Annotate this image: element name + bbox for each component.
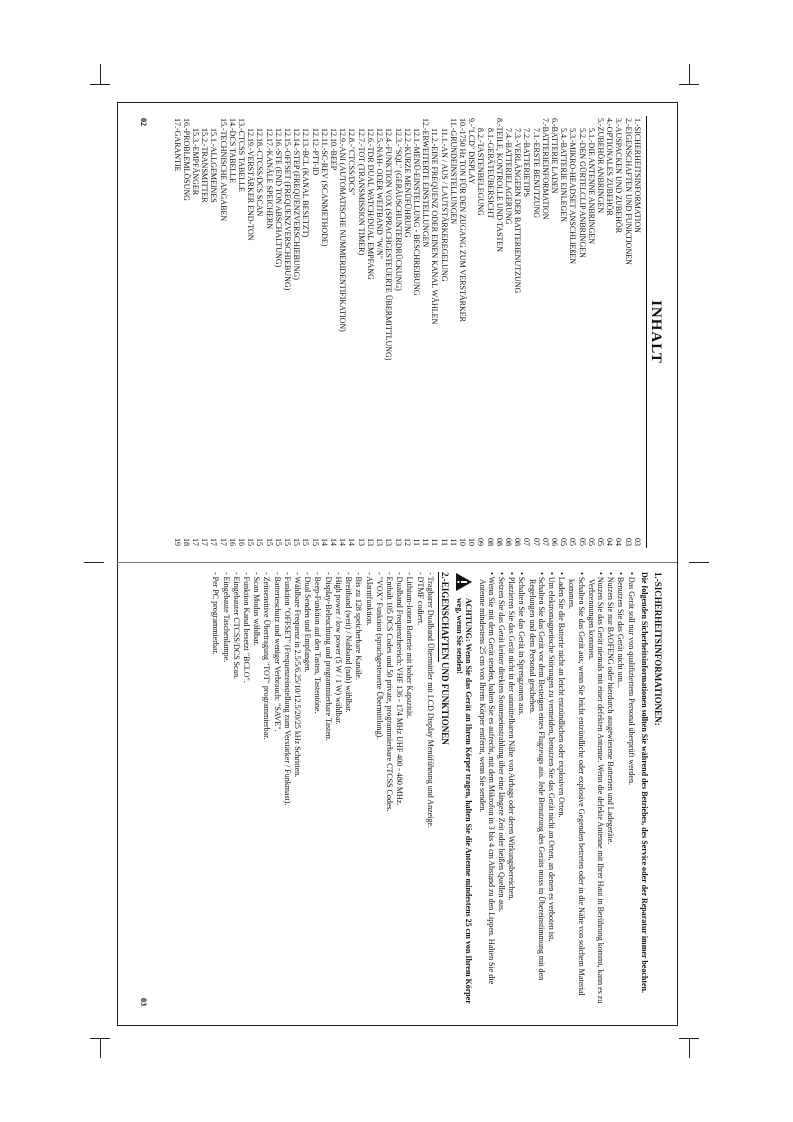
features-underline [438, 572, 439, 662]
feature-item: - Dual Senden und Empfangen. [303, 572, 313, 673]
toc-entry-page: 16 [237, 538, 247, 546]
toc-entry-page: 04 [614, 538, 624, 546]
safety-bullet-text: Nutzen Sie das Gerät niemals mit einer defekten Antenne. Wenn die defekte Antenne mit Ihrer Haut in Berührung kommt, kann es zu Verbrennungen kommen. [586, 576, 605, 1004]
toc-entry [320, 118, 329, 546]
crop-mark [689, 562, 709, 563]
bullet-icon: • [616, 572, 626, 577]
toc-entry [421, 118, 430, 546]
toc-entry-text: 11.2.-EINE FREQUENZ ODER EINEN KANAL WÄHLEN [430, 128, 440, 325]
toc-entry-text: 5.2.-DEN GÜRTELCLIP ANBRINGEN [577, 128, 587, 258]
crop-mark [100, 1038, 101, 1058]
toc-entry-text: 12.4.-FUNKTION VOX (SPRACHGESTEUERTE ÜBERMITTLUNG) [384, 128, 394, 361]
safety-intro: Die folgenden Sicherheitsinformationen sollten Sie während des Betriebes, des Service oder der Reparatur immer beachten. [639, 572, 649, 993]
toc-entry-page: 05 [595, 538, 605, 546]
toc-entry [384, 118, 393, 546]
feature-item: - Eingebauter CTCSS/DCS Scan. [231, 572, 241, 680]
toc-entry-text: 5.4.-BATTERIE EINLEGEN [559, 128, 569, 222]
toc-entry-page: 07 [522, 538, 532, 546]
bullet-icon: • [496, 572, 506, 577]
toc-entry-page: 08 [503, 538, 513, 546]
toc-entry [412, 118, 421, 546]
toc-entry-page: 11 [439, 538, 449, 546]
warning-text: ACHTUNG: Wenn Sie das Gerät an Ihrem Körper tragen, halten Sie die Antenne mindestens 25 cm von Ihrem Körper weg, wenn Sie senden! [455, 598, 474, 1004]
toc-entry-page: 15 [264, 538, 274, 546]
feature-item: - Tragbarer Dualband Übermittler mit LCD Display Menüführung und Anzeige. [425, 572, 435, 828]
toc-entry-page: 14 [338, 538, 348, 546]
feature-item: - Alarmfunktion. [364, 572, 374, 626]
toc-entry-text: 10.-1750 Hz TON FÜR DEN ZUGANG ZUM VERSTÄRKER [457, 118, 467, 323]
toc-entry [633, 118, 642, 546]
toc-entry-page: 13 [384, 538, 394, 546]
toc-entry-page: 16 [227, 538, 237, 546]
safety-bullet-text: Um elektromagnetische Störungen zu vermeiden, benutzen Sie das Gerät nicht an Orten, an denen es verboten ist. [546, 576, 556, 942]
toc-entry-text: 15.1.-ALLGEMEINES [209, 128, 219, 203]
toc-entry [430, 118, 439, 546]
toc-entry-page: 07 [531, 538, 541, 546]
toc-entry-text: 12.19.-VERSTÄRKER END-TON [246, 128, 256, 241]
feature-item: - Breitband (weit) / Nahband (nah) wählbar. [344, 572, 354, 713]
toc-entry-page: 09 [476, 538, 486, 546]
bullet-icon: • [536, 572, 546, 577]
toc-entry-text: 12.1.-MENÜ-EINSTELLUNG - BESCHREIBUNG [411, 128, 421, 296]
toc-entry [338, 118, 347, 546]
bullet-icon: • [557, 572, 567, 577]
toc-entry-text: 7.-BATTERIEINFORMATION [540, 118, 550, 220]
toc-entry-text: 6.-BATTERIE LADEN [549, 118, 559, 194]
toc-entry-text: 7.3.-VERLÄNGERN DER BATTERIENUTZUNG [513, 128, 523, 294]
toc-entry-page: 11 [448, 538, 458, 546]
toc-entry [495, 118, 504, 546]
warning-box [455, 572, 473, 1012]
toc-entry-page: 03 [632, 538, 642, 546]
toc-entry-page: 15 [292, 538, 302, 546]
bullet-icon: • [486, 572, 496, 577]
toc-entry-page: 17 [200, 538, 210, 546]
toc-entry [200, 118, 209, 546]
crop-mark [679, 84, 699, 85]
info-page [137, 572, 662, 1012]
feature-item: - Zeitsensitive Übertragung "TOT" programmierbar. [262, 572, 272, 740]
safety-bullet-text: Das Gerät soll nur von qualifiziertem Personal überprüft werden. [626, 576, 636, 785]
toc-entry-page: 15 [246, 538, 256, 546]
toc-entry-page: 08 [485, 538, 495, 546]
toc-entry-text: 8.-TEILE, KONTROLLE UND TASTEN [494, 118, 504, 253]
feature-item: - Funktion Kanal besetzt "BCLO". [242, 572, 252, 683]
toc-entry-page: 05 [586, 538, 596, 546]
toc-entry-page: 13 [365, 538, 375, 546]
toc-list [172, 112, 641, 552]
toc-entry-text: 12.2.-KURZE MENÜFÜHRUNG [402, 128, 412, 238]
toc-entry [559, 118, 568, 546]
toc-entry-page: 15 [301, 538, 311, 546]
toc-entry [218, 118, 227, 546]
toc-entry-text: 12.7.-TOT (TRANSMISSION TIMER) [356, 128, 366, 256]
toc-entry-text: 14.-DCS TABELLE [227, 118, 237, 183]
toc-entry [485, 118, 494, 546]
toc-entry [228, 118, 237, 546]
toc-entry [274, 118, 283, 546]
safety-bullet [497, 572, 506, 1012]
crop-mark [90, 1038, 110, 1039]
toc-entry-text: 12.13.-BCL (KANAL BESETZT) [301, 128, 311, 238]
toc-entry-page: 05 [577, 538, 587, 546]
toc-entry [375, 118, 384, 546]
toc-entry-text: 5.1.-DIE ANTENNE ANBRINGEN [586, 128, 596, 244]
toc-title: INHALT [648, 300, 664, 364]
toc-entry [264, 118, 273, 546]
toc-entry [357, 118, 366, 546]
feature-item: - Batterieschutz und weniger Verbrauch: "SAVE". [272, 572, 282, 732]
toc-entry-page: 15 [283, 538, 293, 546]
toc-entry [587, 118, 596, 546]
toc-entry [522, 118, 531, 546]
feature-item: - DTMF codiert. [415, 572, 425, 626]
toc-entry-text: 9.-"LCD" DISPLAY [467, 118, 477, 185]
toc-entry-text: 7.2.-BATTERIETIPS [522, 128, 532, 197]
toc-entry-text: 16.-PROBLEMLÖSUNG [181, 118, 191, 201]
safety-bullet [587, 572, 605, 1012]
feature-item: - Beep-Funktion auf den Tasten, Tastentöne. [313, 572, 323, 714]
page-number: 03 [139, 998, 149, 1006]
feature-item: - Scan Modus wählbar. [252, 572, 262, 646]
toc-entry-text: 7.4.-BATTERIELAGERUNG [503, 128, 513, 225]
toc-entry [541, 118, 550, 546]
toc-entry-text: 15.2.-TRANSMITTER [200, 128, 210, 203]
toc-entry-text: 5.3.-MIKRO-HEADSET ANSCHLIEßEN [568, 128, 578, 265]
feature-item: - Wählbare Frequenz in 2.5/5/6.25/10/12.5/20/25 kHz Schritten. [293, 572, 303, 778]
safety-bullet [626, 572, 635, 1012]
toc-entry-page: 17 [209, 538, 219, 546]
safety-bullet [616, 572, 625, 1012]
toc-entry [568, 118, 577, 546]
toc-entry-page: 13 [375, 538, 385, 546]
features-title: 2.-EIGENSCHAFTEN UND FUNKTIONEN [439, 572, 450, 745]
feature-item: - Eingebaute Taschenlampe. [221, 572, 231, 663]
toc-entry [172, 118, 181, 546]
bullet-icon: • [595, 572, 605, 577]
safety-bullet-text: Setzen Sie das Gerät keiner direkten Sonneneinstrahlung über eine längere Zeit oder heißen Quellen aus. [496, 576, 506, 913]
toc-entry [301, 118, 310, 546]
toc-entry-page: 03 [623, 538, 633, 546]
safety-bullet [527, 572, 545, 1012]
toc-entry [513, 118, 522, 546]
toc-entry-page: 05 [568, 538, 578, 546]
bullet-icon: • [626, 572, 636, 577]
toc-entry [467, 118, 476, 546]
toc-entry-page: 07 [540, 538, 550, 546]
toc-entry-text: 4.-OPTIONALES ZUBEHÖR [605, 118, 615, 216]
toc-entry-page: 11 [430, 538, 440, 546]
toc-entry-page: 11 [421, 538, 431, 546]
safety-bullet-text: Schalten Sie das Gerät aus, wenn Sie leicht entzündliche oder explosive Gegenden betreten oder in die Nähe von solchem Material kommen. [567, 576, 586, 996]
toc-entry-page: 05 [559, 538, 569, 546]
toc-entry-page: 14 [329, 538, 339, 546]
safety-bullet [507, 572, 516, 1012]
toc-entry-page: 15 [273, 538, 283, 546]
page-number: 02 [139, 118, 149, 126]
crop-mark [100, 64, 101, 84]
feature-item: - Dualband Frequenzbereich: VHF 136 - 174 MHz UHF 400 - 480 MHz. [395, 572, 405, 806]
crop-mark [90, 84, 110, 85]
toc-entry-text: 7.1.-ERSTE BENUTZUNG [531, 128, 541, 218]
toc-entry-page: 15 [310, 538, 320, 546]
toc-entry-text: 12.17.-KANÄLE SPEICHERN [264, 128, 274, 230]
toc-entry-text: 12.6.-TDR DUAL WATCH/DUAL EMPFANG [365, 128, 375, 280]
toc-entry [596, 118, 605, 546]
toc-entry-text: 3.-AUSPACKEN UND ZUBEHÖR [614, 118, 624, 234]
toc-entry-text: 15.3.-EMPFÄNGER [191, 128, 201, 196]
toc-entry-text: 8.2.-TASTENBELEGUNG [476, 128, 486, 216]
toc-entry-text: 17.-GARANTIE [172, 118, 182, 172]
toc-entry-page: 04 [605, 538, 615, 546]
toc-entry [577, 118, 586, 546]
toc-entry-page: 06 [549, 538, 559, 546]
safety-bullet-text: Laden Sie die Batterie nicht an leicht entzündlichen oder explosiven Orten. [557, 576, 567, 818]
toc-entry-page: 17 [191, 538, 201, 546]
bullet-icon: • [546, 572, 556, 577]
toc-entry-page: 14 [319, 538, 329, 546]
bullet-icon: • [576, 572, 586, 577]
toc-entry-text: 12.8.-"CTCSS/DCS" [347, 128, 357, 196]
toc-entry [403, 118, 412, 546]
toc-entry [366, 118, 375, 546]
toc-entry-text: 5.-ZUBEHÖR ANBRINGEN [595, 118, 605, 214]
toc-entry-text: 12.18.-CTCSS/DCS SCAN [255, 128, 265, 217]
toc-entry-page: 15 [255, 538, 265, 546]
safety-bullet [606, 572, 615, 1012]
toc-entry-page: 13 [356, 538, 366, 546]
toc-entry [237, 118, 246, 546]
toc-entry-text: 11.1.-AN / AUS / LAUTSTÄRKEREGELUNG [439, 128, 449, 282]
toc-entry [347, 118, 356, 546]
toc-entry [449, 118, 458, 546]
safety-bullet-text: Platzieren Sie das Gerät nicht in der unmittelbaren Nähe von Airbags oder deren Wirkungsbereichen. [507, 576, 517, 901]
toc-entry [550, 118, 559, 546]
feature-item: - Display-Beleuchtung und programmierbare Tasten. [323, 572, 333, 741]
toc-entry-text: 12.10.-BEEP [329, 128, 339, 171]
page-divider [117, 562, 677, 563]
toc-entry-page: 10 [467, 538, 477, 546]
toc-entry [255, 118, 264, 546]
toc-entry-page: 13 [393, 538, 403, 546]
features-list [211, 572, 434, 1012]
toc-entry-page: 17 [218, 538, 228, 546]
toc-entry-text: 11.-GRUNDEINSTELLUNGEN [448, 118, 458, 225]
crop-mark [679, 1038, 699, 1039]
toc-entry [605, 118, 614, 546]
toc-entry-text: 12.16.-STE (END TON ABSCHALTUNG) [273, 128, 283, 268]
safety-bullet [517, 572, 526, 1012]
toc-entry [458, 118, 467, 546]
toc-entry [182, 118, 191, 546]
toc-entry-text: 12.3.-"SQL" (GERÄUSCHUNTERDRÜCKUNG) [393, 128, 403, 291]
toc-entry [623, 118, 632, 546]
toc-entry [292, 118, 301, 546]
toc-entry-page: 08 [513, 538, 523, 546]
toc-entry-text: 1.-SICHERHEITSINFORMATION [632, 118, 642, 233]
toc-entry-text: 2.-EIGENSCHAFTEN UND FUNKTIONEN [623, 118, 633, 265]
safety-bullet-text: Nutzen Sie nur BAOFENG oder hierdurch ausgewiesene Batterien und Ladegeräte. [606, 576, 616, 845]
toc-entry [191, 118, 200, 546]
toc-entry-page: 14 [347, 538, 357, 546]
toc-entry [209, 118, 218, 546]
feature-item: - Funktion "OFFSET" (Frequenzeinstellung zum Verstärker / Funkmast). [282, 572, 292, 806]
toc-entry [329, 118, 338, 546]
toc-entry-page: 10 [457, 538, 467, 546]
toc-entry-text: 12.9.-ANI (AUTOMATISCHE NUMMERIDENTIFIKATION) [338, 128, 348, 332]
toc-entry-text: 8.1.-GERÄTEÜBERSICHT [485, 128, 495, 219]
toc-entry-text: 12.11.-SC-REV (SCANMETHODE) [319, 128, 329, 247]
toc-entry-page: 12 [402, 538, 412, 546]
toc-entry-text: 12.14.-STEP (FREQUENZVERSCHIEBUNG) [292, 128, 302, 280]
toc-entry [531, 118, 540, 546]
feature-item: - Enthält 105 DCS Codes und 50 private, programmierbare CTCSS Codes. [384, 572, 394, 812]
warning-icon [455, 572, 473, 592]
toc-entry [439, 118, 448, 546]
feature-item: - Per PC programmierbar. [211, 572, 221, 655]
feature-item: - Lithium-Ionen Batterie mit hoher Kapazität. [405, 572, 415, 719]
safety-bullet-text: Wenn Sie mit dem Gerät senden, halten Sie es aufrecht, mit dem Mikrofon in 3 bis 4 cm Abstand zu den Lippen. Halten Sie die Antenne mindestens 25 cm von Ihrem Körper entfernt, wenn Sie senden. [477, 576, 496, 985]
toc-entry-text: 15.-TECHNISCHE ANGABEN [218, 118, 228, 222]
bullet-icon: • [507, 572, 517, 577]
safety-bullet-text: Schalten Sie das Gerät in Sprengzonen aus. [517, 576, 527, 716]
toc-rule [646, 116, 647, 548]
toc-entry [246, 118, 255, 546]
feature-item: - High power / low power (5 W / 1 W) wählbar. [333, 572, 343, 725]
safety-bullet [547, 572, 556, 1012]
toc-entry-page: 19 [172, 538, 182, 546]
bullet-icon: • [517, 572, 527, 577]
safety-bullet [477, 572, 495, 1012]
toc-entry-page: 18 [181, 538, 191, 546]
toc-entry [310, 118, 319, 546]
bullet-icon: • [606, 572, 616, 577]
feature-item: - "VOX" Funktion (sprachgesteuerte Übermittlung). [374, 572, 384, 740]
safety-bullet-text: Schalten Sie das Gerät vor dem Besteigen eines Flugzeugs aus. Jede Benutzung des Geräts muss in Übereinstimmung mit den Regelungen und dem Personal geschehen. [527, 576, 546, 981]
toc-entry-text: 12.12.-PTT-ID [310, 128, 320, 176]
toc-entry [504, 118, 513, 546]
toc-entry-page: 08 [494, 538, 504, 546]
toc-entry [476, 118, 485, 546]
toc-entry-text: 13.-CTCSS TABELLE [237, 118, 247, 192]
toc-entry [283, 118, 292, 546]
crop-mark [689, 64, 690, 84]
safety-title: 1.-SICHERHEITSINFORMATIONEN: [653, 572, 663, 726]
crop-mark [84, 562, 104, 563]
crop-mark [689, 1038, 690, 1058]
safety-list [477, 572, 635, 1012]
toc-entry [393, 118, 402, 546]
toc-entry-page: 11 [411, 538, 421, 546]
safety-bullet-text: Benutzen Sie das Gerät nicht um... [616, 576, 626, 688]
toc-entry-text: 12.15.-OFFSET (FREQUENZVERSCHIEBUNG) [283, 128, 293, 291]
toc-entry-text: 12.-ERWEITERTE EINSTELLUNGEN [421, 118, 431, 248]
feature-item: - Bis zu 128 speicherbare Kanäle. [354, 572, 364, 680]
toc-entry [614, 118, 623, 546]
safety-bullet [557, 572, 566, 1012]
toc-page [137, 112, 662, 552]
safety-bullet [567, 572, 585, 1012]
toc-entry-text: 12.5.-NAH- ODER WEITBAND "W/N" [375, 128, 385, 260]
